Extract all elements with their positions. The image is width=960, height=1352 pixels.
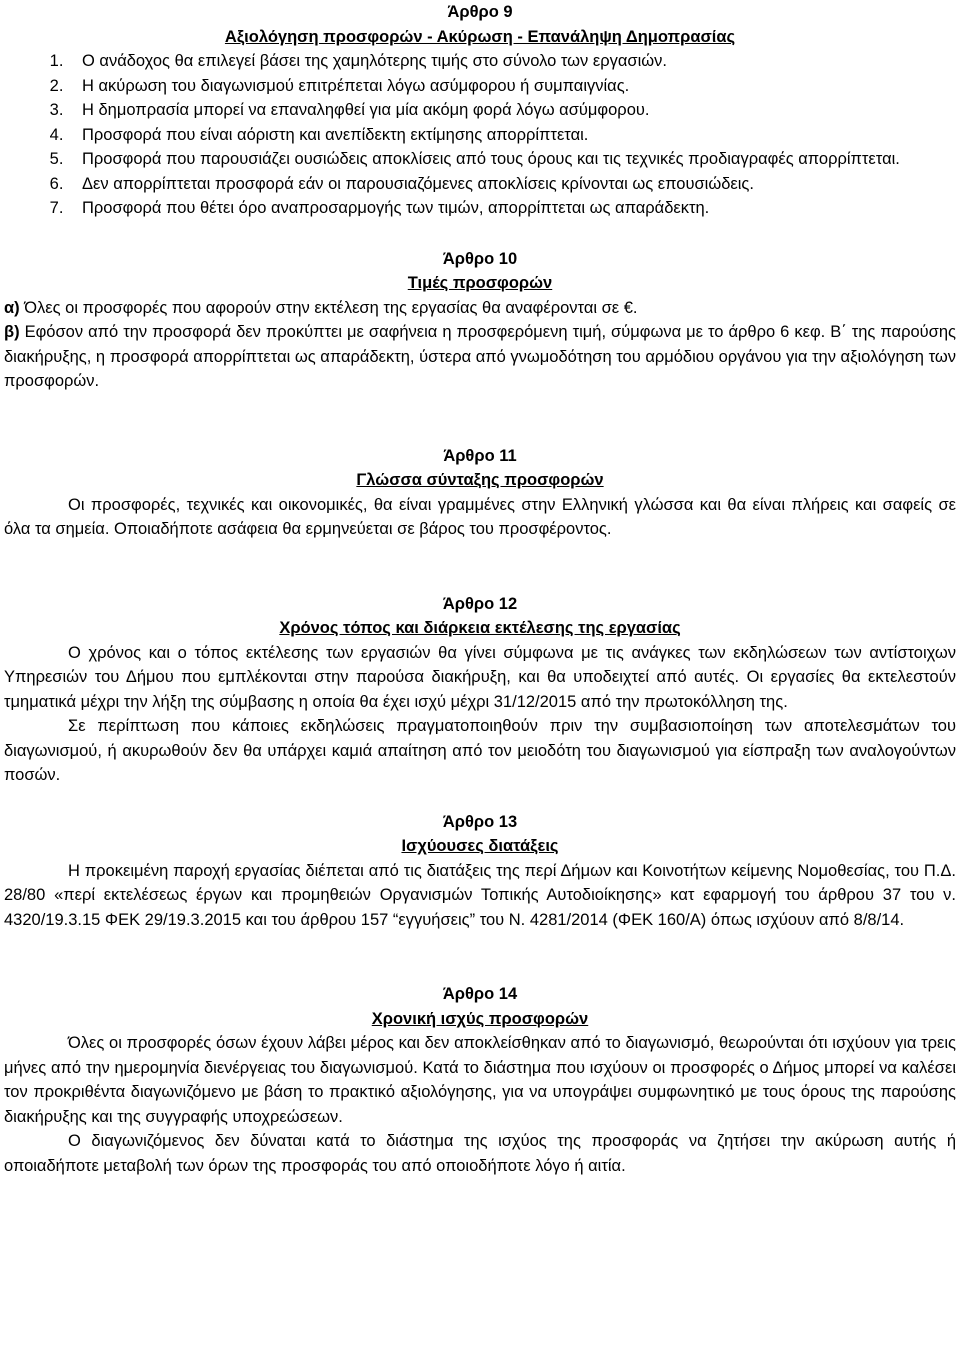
article-12-subheading: Χρόνος τόπος και διάρκεια εκτέλεσης της εργασίας xyxy=(279,619,681,637)
list-item: 2. Η ακύρωση του διαγωνισμού επιτρέπεται λόγω ασύμφορου ή συμπαιγνίας. xyxy=(68,74,956,99)
article-11-paragraph: Οι προσφορές, τεχνικές και οικονομικές, θα είναι γραμμένες στην Ελληνική γλώσσα και θα είναι πλήρεις και σαφείς σε όλα τα σημεία. Οποιαδήποτε ασάφεια θα ερμηνεύεται σε βάρος του προσφέροντος. xyxy=(4,495,956,538)
list-item: 1. Ο ανάδοχος θα επιλεγεί βάσει της χαμηλότερης τιμής στο σύνολο των εργασιών. xyxy=(68,49,956,74)
article-11-subheading: Γλώσσα σύνταξης προσφορών xyxy=(356,471,604,489)
article-9-list xyxy=(4,49,956,221)
list-item: 3. Η δημοπρασία μπορεί να επαναληφθεί για μία ακόμη φορά λόγω ασύμφορου. xyxy=(68,98,956,123)
article-12 xyxy=(4,592,956,788)
article-13 xyxy=(4,810,956,933)
article-9-subheading: Αξιολόγηση προσφορών - Ακύρωση - Επανάληψη Δημοπρασίας xyxy=(224,27,736,46)
paragraph-a-text: Όλες οι προσφορές που αφορούν στην εκτέλεση της εργασίας θα αναφέρονται σε €. xyxy=(19,298,638,317)
list-item: 4. Προσφορά που είναι αόριστη και ανεπίδεκτη εκτίμησης απορρίπτεται. xyxy=(68,123,956,148)
article-12-paragraph-1: Ο χρόνος και ο τόπος εκτέλεσης των εργασιών θα γίνει σύμφωνα με τις ανάγκες των εκδηλώσεων των αντίστοιχων Υπηρεσιών του Δήμου που εμπλέκονται στην παρούσα διακήρυξη, και θα υποδειχτεί από αυτές. Οι εργασίες θα εκτελεστούν τμηματικά μέχρι την λήξη της σύμβασης η οποία θα έχει ισχύ μέχρι 31/12/2015 από την πρωτοκόλληση της. xyxy=(4,643,956,711)
article-10-paragraph-b xyxy=(4,320,956,394)
article-13-subheading: Ισχύουσες διατάξεις xyxy=(401,837,559,855)
article-10-paragraph-a xyxy=(4,296,956,321)
list-item: 6. Δεν απορρίπτεται προσφορά εάν οι παρουσιαζόμενες αποκλίσεις κρίνονται ως επουσιώδεις. xyxy=(68,172,956,197)
article-10-heading: Άρθρο 10 xyxy=(442,249,518,268)
article-14-paragraph-2: Ο διαγωνιζόμενος δεν δύναται κατά το διάστημα της ισχύος της προσφοράς να ζητήσει την ακύρωση αυτής ή οποιαδήποτε μεταβολή των όρων της προσφοράς του από οποιοδήποτε λόγο ή αιτία. xyxy=(4,1132,956,1175)
article-11 xyxy=(4,444,956,542)
article-9-heading: Άρθρο 9 xyxy=(447,3,513,21)
article-10-subheading: Τιμές προσφορών xyxy=(407,274,553,292)
article-13-paragraph: Η προκειμένη παροχή εργασίας διέπεται από τις διατάξεις της περί Δήμων και Κοινοτήτων κείμενης Νομοθεσίας, του Π.Δ. 28/80 «περί εκτελέσεως έργων και προμηθειών Οργανισμών Τοπικής Αυτοδιοίκησης» κατ εφαρμογή του άρθρου 37 του ν. 4320/19.3.15 ΦΕΚ 29/19.3.2015 και του άρθρου 157 “εγγυήσεις” του Ν. 4281/2014 (ΦΕΚ 160/Α) όπως ισχύουν από 8/8/14. xyxy=(4,861,956,929)
article-14 xyxy=(4,982,956,1178)
list-item: 7. Προσφορά που θέτει όρο αναπροσαρμογής των τιμών, απορρίπτεται ως απαράδεκτη. xyxy=(68,196,956,221)
article-14-paragraph-1: Όλες οι προσφορές όσων έχουν λάβει μέρος και δεν αποκλείσθηκαν από το διαγωνισμό, θεωρούνται ότι ισχύουν για τρεις μήνες από την ημερομηνία διενέργειας του διαγωνισμού. Κατά το διάστημα που ισχύουν οι προσφορές ο Δήμος μπορεί να καλέσει τον προκριθέντα διαγωνιζόμενο με βάση το πρακτικό αξιολόγησης, για να υπογράψει συμφωνητικό με τους όρους της παρούσης διακήρυξης και της συγγραφής υποχρεώσεων. xyxy=(4,1034,956,1126)
article-14-heading: Άρθρο 14 xyxy=(442,985,518,1003)
article-10 xyxy=(4,247,956,394)
article-9 xyxy=(4,0,956,221)
paragraph-b-text: Εφόσον από την προσφορά δεν προκύπτει με σαφήνεια η προσφερόμενη τιμή, σύμφωνα με το άρθρο 6 κεφ. Β΄ της παρούσης διακήρυξης, η προσφορά απορρίπτεται ως απαράδεκτη, ύστερα από γνωμοδότηση του αρμόδιου οργάνου για την αξιολόγηση των προσφορών. xyxy=(4,323,956,390)
article-13-heading: Άρθρο 13 xyxy=(442,812,518,831)
list-item: 5. Προσφορά που παρουσιάζει ουσιώδεις αποκλίσεις από τους όρους και τις τεχνικές προδιαγραφές απορρίπτεται. xyxy=(68,147,956,172)
article-12-paragraph-2: Σε περίπτωση που κάποιες εκδηλώσεις πραγματοποιηθούν πριν την συμβασιοποίηση των αποτελεσμάτων του διαγωνισμού, ή ακυρωθούν δεν θα υπάρχει καμιά απαίτηση από τον μειοδότη του διαγωνισμού για είσπραξη των αναλογούντων ποσών. xyxy=(4,717,956,784)
article-14-subheading: Χρονική ισχύς προσφορών xyxy=(371,1009,589,1028)
label-b: β) xyxy=(4,323,20,341)
label-a: α) xyxy=(4,298,20,317)
article-12-heading: Άρθρο 12 xyxy=(442,594,518,613)
article-11-heading: Άρθρο 11 xyxy=(443,446,517,465)
